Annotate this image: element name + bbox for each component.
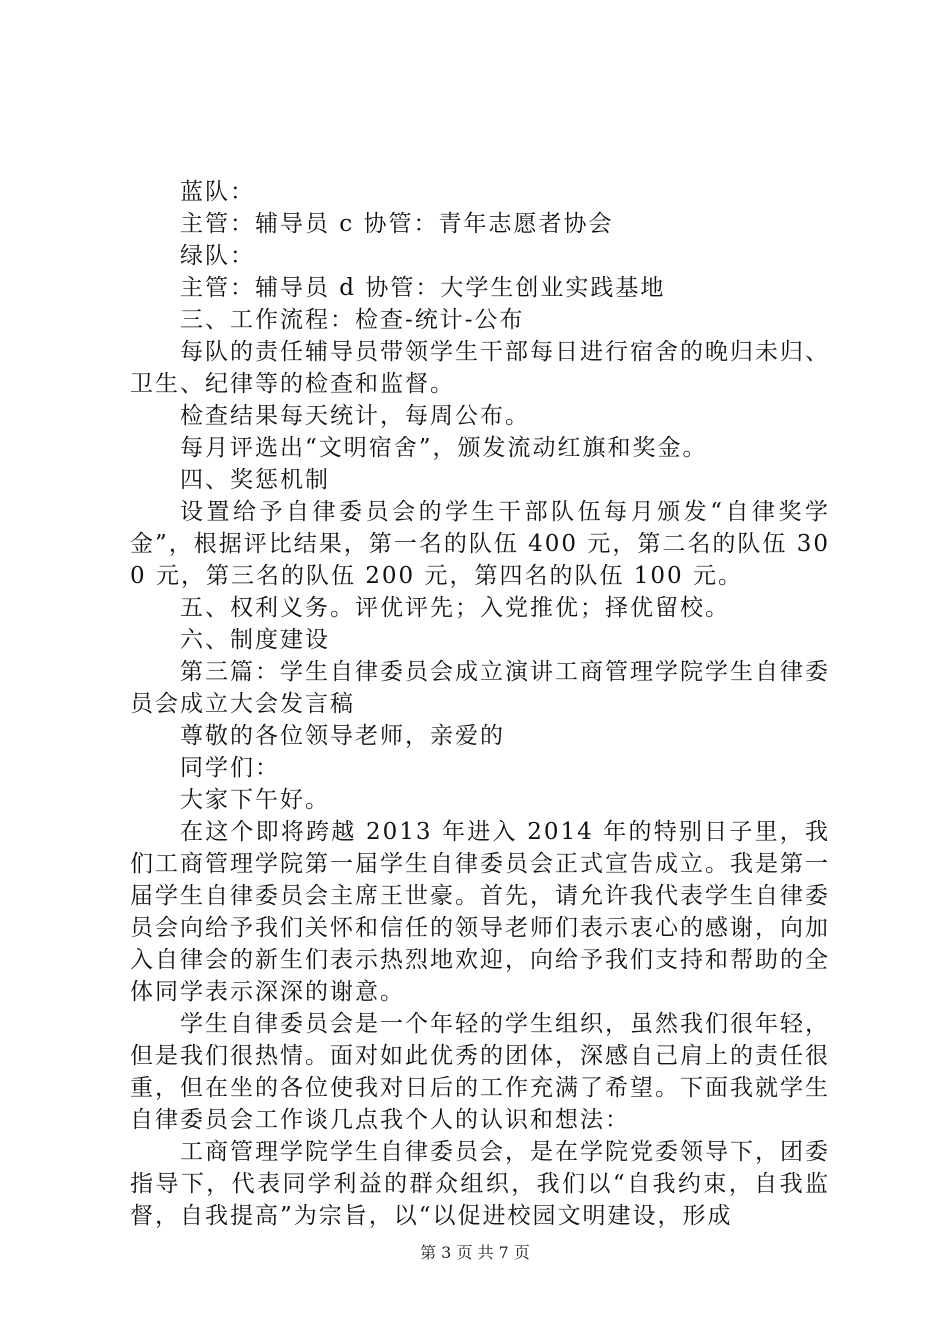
text-line-green-team: 绿队：: [180, 243, 255, 269]
text-line-blue-team-manager: 主管：辅导员 c 协管：青年志愿者协会: [180, 211, 614, 237]
text-line-blue-team: 蓝队：: [180, 179, 255, 205]
greeting: 大家下午好。: [180, 787, 330, 813]
chapter-title-third: 第三篇：学生自律委员会成立演讲工商管理学院学生自律委员会成立大会发言稿: [130, 659, 830, 717]
salutation-leaders: 尊敬的各位领导老师，亲爱的: [180, 723, 505, 749]
page-number-footer: 第 3 页 共 7 页: [420, 1243, 530, 1262]
paragraph-statistics: 检查结果每天统计，每周公布。: [180, 403, 530, 429]
section-heading-rewards: 四、奖惩机制: [180, 467, 330, 493]
paragraph-monthly-selection: 每月评选出“文明宿舍”，颁发流动红旗和奖金。: [180, 435, 708, 461]
paragraph-scholarship: 设置给予自律委员会的学生干部队伍每月颁发“自律奖学金”，根据评比结果，第一名的队伍 400 元，第二名的队伍 300 元，第三名的队伍 200 元，第四名的队伍 100 元。: [130, 499, 830, 589]
paragraph-founding: 在这个即将跨越 2013 年进入 2014 年的特别日子里，我们工商管理学院第一届学生自律委员会正式宣告成立。我是第一届学生自律委员会主席王世豪。首先，请允许我代表学生自律委员会向给予我们关怀和信任的领导老师们表示衷心的感谢，向加入自律会的新生们表示热烈地欢迎，向给予我们支持和帮助的全体同学表示深深的谢意。: [130, 819, 830, 1005]
text-line-green-team-manager: 主管：辅导员 d 协管：大学生创业实践基地: [180, 275, 666, 301]
salutation-students: 同学们：: [180, 755, 280, 781]
section-heading-workflow: 三、工作流程：检查-统计-公布: [180, 307, 525, 333]
section-heading-rights: 五、权利义务。评优评先；入党推优；择优留校。: [180, 595, 730, 621]
document-body: [130, 176, 830, 1232]
paragraph-young-organization: 学生自律委员会是一个年轻的学生组织，虽然我们很年轻，但是我们很热情。面对如此优秀的团体，深感自己肩上的责任很重，但在坐的各位使我对日后的工作充满了希望。下面我就学生自律委员会工作谈几点我个人的认识和想法：: [130, 1011, 830, 1133]
section-heading-system: 六、制度建设: [180, 627, 330, 653]
paragraph-inspection: 每队的责任辅导员带领学生干部每日进行宿舍的晚归未归、卫生、纪律等的检查和监督。: [130, 339, 830, 397]
paragraph-organization-purpose: 工商管理学院学生自律委员会，是在学院党委领导下，团委指导下，代表同学利益的群众组织，我们以“自我约束，自我监督，自我提高”为宗旨，以“以促进校园文明建设，形成: [130, 1139, 830, 1229]
